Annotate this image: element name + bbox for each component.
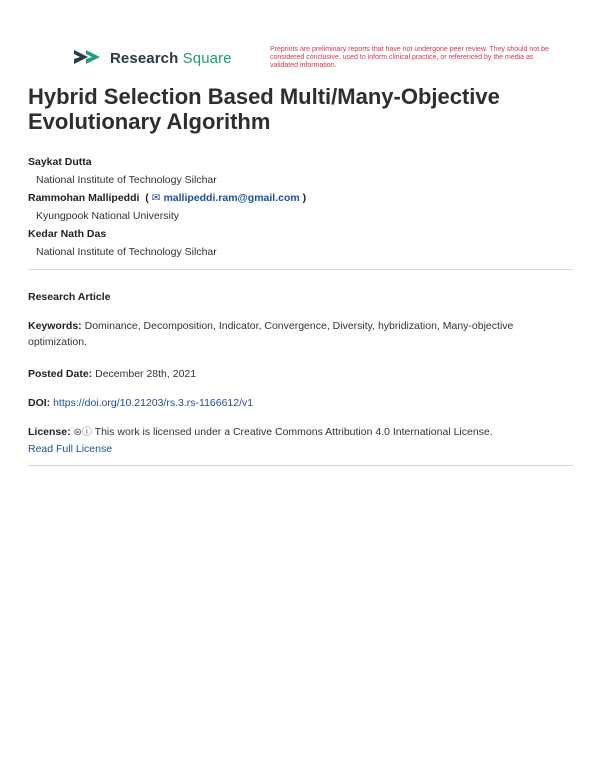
- author-entry: [28, 225, 306, 261]
- author-email: mallipeddi.ram@gmail.com: [163, 192, 300, 204]
- section-divider: [28, 465, 573, 466]
- logo-wordmark: [110, 50, 232, 67]
- author-entry: [28, 153, 306, 189]
- author-name[interactable]: Rammohan Mallipeddi: [28, 192, 140, 204]
- author-email-link[interactable]: [152, 192, 300, 204]
- research-square-logo-icon: [72, 46, 102, 70]
- posted-date-block: [28, 366, 568, 382]
- keywords-block: [28, 318, 568, 350]
- article-type: [28, 289, 568, 305]
- license-label: License:: [28, 426, 71, 438]
- attribution-icon: ⓘ: [81, 427, 92, 438]
- posted-date-label: Posted Date:: [28, 368, 93, 380]
- license-block: [28, 424, 568, 457]
- doi-link[interactable]: https://doi.org/10.21203/rs.3.rs-1166612/v1: [53, 397, 254, 409]
- email-open-paren: (: [142, 192, 149, 204]
- read-full-license-link[interactable]: Read Full License: [28, 443, 113, 455]
- author-entry: [28, 189, 306, 225]
- paper-title: Hybrid Selection Based Multi/Many-Objective Evolutionary Algorithm: [28, 84, 500, 134]
- logo-research-text: Research: [110, 49, 179, 67]
- section-divider: [28, 269, 573, 270]
- preprint-notice: Preprints are preliminary reports that have not undergone peer review. They should not be considered conclusive, used to inform clinical practice, or referenced by the media as validated information.: [270, 46, 549, 69]
- research-square-logo[interactable]: [72, 46, 232, 70]
- author-affiliation: National Institute of Technology Silchar: [36, 174, 217, 186]
- author-name[interactable]: Kedar Nath Das: [28, 228, 107, 240]
- email-close-paren: ): [302, 192, 307, 204]
- doi-label: DOI:: [28, 397, 51, 409]
- author-affiliation: National Institute of Technology Silchar: [36, 246, 217, 258]
- keywords-label: Keywords:: [28, 320, 82, 332]
- article-type-label: Research Article: [28, 291, 111, 303]
- author-list: [28, 153, 306, 261]
- logo-square-text: Square: [182, 49, 232, 67]
- envelope-icon: ✉: [151, 192, 161, 204]
- keywords-value: Dominance, Decomposition, Indicator, Convergence, Diversity, hybridization, Many-objective optimization.: [28, 320, 514, 348]
- author-affiliation: Kyungpook National University: [36, 210, 179, 222]
- doi-block: [28, 395, 568, 411]
- author-name[interactable]: Saykat Dutta: [28, 156, 92, 168]
- creative-commons-icon: ⊜: [73, 427, 82, 438]
- posted-date-value: December 28th, 2021: [95, 368, 197, 380]
- license-text: This work is licensed under a Creative Commons Attribution 4.0 International License.: [94, 426, 493, 438]
